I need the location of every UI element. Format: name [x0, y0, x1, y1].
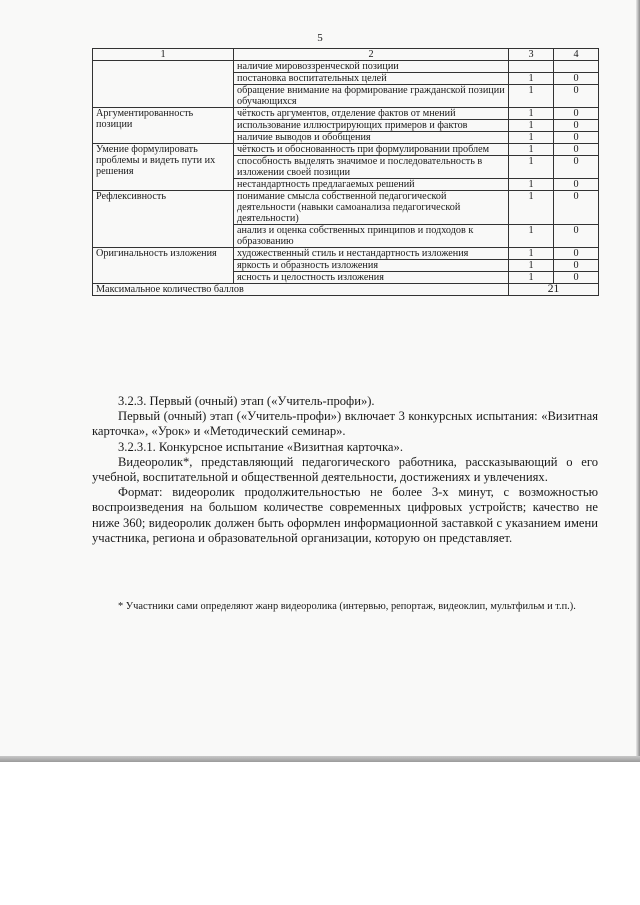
footnote: [92, 600, 598, 613]
indicator-cell: понимание смысла собственной педагогической деятельности (навыки самоанализа педагогической деятельности): [234, 191, 509, 225]
max-score-cell: 1: [509, 132, 554, 144]
min-score-cell: [554, 61, 599, 73]
min-score-cell: 0: [554, 156, 599, 179]
paragraph: Видеоролик*, представляющий педагогического работника, рассказывающий о его учебной, воспитательной и общественной деятельности, достижениях и увлечениях.: [92, 454, 598, 485]
indicator-cell: ясность и целостность изложения: [234, 272, 509, 284]
max-score-cell: [509, 61, 554, 73]
min-score-cell: 0: [554, 85, 599, 108]
table-row: [93, 108, 599, 120]
criterion-cell: [93, 61, 234, 108]
max-score-cell: 1: [509, 156, 554, 179]
min-score-cell: 0: [554, 179, 599, 191]
scan-shadow-right: [636, 0, 640, 762]
indicator-cell: наличие мировоззренческой позиции: [234, 61, 509, 73]
max-score-cell: 1: [509, 120, 554, 132]
max-score-cell: 1: [509, 73, 554, 85]
column-header: 3: [509, 49, 554, 61]
max-score-cell: 1: [509, 260, 554, 272]
min-score-cell: 0: [554, 108, 599, 120]
min-score-cell: 0: [554, 260, 599, 272]
min-score-cell: 0: [554, 120, 599, 132]
table-row: [93, 248, 599, 260]
min-score-cell: 0: [554, 73, 599, 85]
criterion-cell: Аргументированность позиции: [93, 108, 234, 144]
column-header: 2: [234, 49, 509, 61]
column-header: 1: [93, 49, 234, 61]
scan-edge-bottom: [0, 756, 640, 762]
paragraph: Формат: видеоролик продолжительностью не более 3-х минут, с возможностью воспроизведения на большом количестве современных цифровых устройств; качество не ниже 360; видеоролик должен быть оформлен информационной заставкой с указанием имени участника, региона и образовательной организации, которую он представляет.: [92, 485, 598, 545]
max-score-cell: 1: [509, 225, 554, 248]
min-score-cell: 0: [554, 132, 599, 144]
max-score-cell: 1: [509, 248, 554, 260]
total-value: 21: [509, 284, 599, 296]
table-row: [93, 144, 599, 156]
total-label: Максимальное количество баллов: [93, 284, 509, 296]
section-heading: 3.2.3. Первый (очный) этап («Учитель-профи»).: [118, 394, 375, 408]
min-score-cell: 0: [554, 191, 599, 225]
body-text: [92, 394, 598, 546]
max-score-cell: 1: [509, 85, 554, 108]
indicator-cell: чёткость аргументов, отделение фактов от мнений: [234, 108, 509, 120]
table-header-row: [93, 49, 599, 61]
max-score-cell: 1: [509, 191, 554, 225]
subsection-heading: 3.2.3.1. Конкурсное испытание «Визитная карточка».: [118, 439, 403, 454]
page-number: 5: [317, 32, 323, 44]
criterion-cell: Умение формулировать проблемы и видеть пути их решения: [93, 144, 234, 191]
indicator-cell: анализ и оценка собственных принципов и подходов к образованию: [234, 225, 509, 248]
max-score-cell: 1: [509, 272, 554, 284]
total-row: [93, 284, 599, 296]
paragraph: Первый (очный) этап («Учитель-профи») включает 3 конкурсных испытания: «Визитная карточка», «Урок» и «Методический семинар».: [92, 409, 598, 439]
min-score-cell: 0: [554, 272, 599, 284]
indicator-cell: нестандартность предлагаемых решений: [234, 179, 509, 191]
column-header: 4: [554, 49, 599, 61]
indicator-cell: способность выделять значимое и последовательность в изложении своей позиции: [234, 156, 509, 179]
indicator-cell: обращение внимание на формирование гражданской позиции обучающихся: [234, 85, 509, 108]
criteria-table: [92, 48, 599, 296]
indicator-cell: яркость и образность изложения: [234, 260, 509, 272]
indicator-cell: наличие выводов и обобщения: [234, 132, 509, 144]
max-score-cell: 1: [509, 179, 554, 191]
criterion-cell: Рефлексивность: [93, 191, 234, 248]
footnote-text: * Участники сами определяют жанр видеоролика (интервью, репортаж, видеоклип, мультфильм и т.п.).: [118, 601, 576, 612]
min-score-cell: 0: [554, 225, 599, 248]
min-score-cell: 0: [554, 248, 599, 260]
max-score-cell: 1: [509, 144, 554, 156]
table-row: [93, 191, 599, 225]
indicator-cell: чёткость и обоснованность при формулировании проблем: [234, 144, 509, 156]
min-score-cell: 0: [554, 144, 599, 156]
max-score-cell: 1: [509, 108, 554, 120]
indicator-cell: художественный стиль и нестандартность изложения: [234, 248, 509, 260]
criterion-cell: Оригинальность изложения: [93, 248, 234, 284]
indicator-cell: использование иллюстрирующих примеров и фактов: [234, 120, 509, 132]
table-row: [93, 61, 599, 73]
indicator-cell: постановка воспитательных целей: [234, 73, 509, 85]
